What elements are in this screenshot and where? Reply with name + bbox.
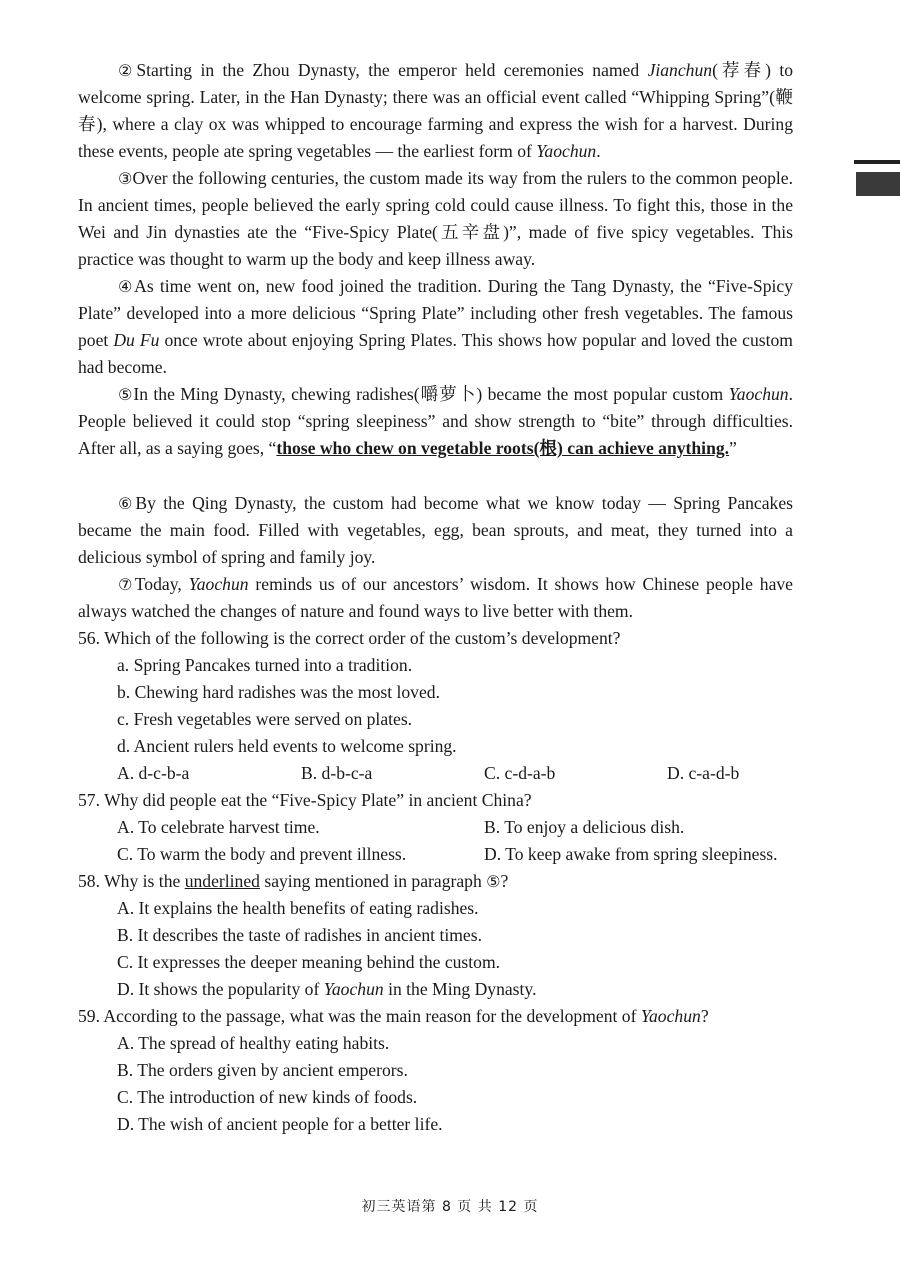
- underlined-saying: those who chew on vegetable roots(根) can achieve anything.: [276, 438, 730, 459]
- question-58-option-a[interactable]: A. It explains the health benefits of eating radishes.: [117, 898, 479, 918]
- question-56-item-c: c. Fresh vegetables were served on plates.: [117, 709, 413, 729]
- question-56-item-b: b. Chewing hard radishes was the most loved.: [117, 682, 440, 702]
- page-footer: 初三英语第 8 页 共 12 页: [361, 1199, 539, 1215]
- question-56-stem: 56. Which of the following is the correct order of the custom’s development?: [78, 628, 621, 648]
- question-58-option-d[interactable]: D. It shows the popularity of Yaochun in the Ming Dynasty.: [117, 979, 537, 999]
- question-56-option-b[interactable]: B. d-b-c-a: [301, 763, 373, 783]
- question-57-option-a[interactable]: A. To celebrate harvest time.: [117, 817, 320, 837]
- question-58-stem: 58. Why is the underlined saying mentioned in paragraph ⑤?: [78, 871, 509, 891]
- paragraph-number: ②: [118, 61, 137, 80]
- question-57-option-c[interactable]: C. To warm the body and prevent illness.: [117, 844, 407, 864]
- marker-block: [856, 172, 900, 196]
- paragraph-number: ③: [118, 169, 133, 188]
- question-59-option-a[interactable]: A. The spread of healthy eating habits.: [117, 1033, 390, 1053]
- paragraph-2: ②Starting in the Zhou Dynasty, the emperor held ceremonies named Jianchun(荐春) to welcome spring. Later, in the Han Dynasty; there was an official event called “Whipping Spring”(鞭春), where a clay ox was whipped to encourage farming and express the wish for a harvest. During these events, people ate spring vegetables — the earliest form of Yaochun.: [78, 60, 794, 162]
- paragraph-number: ⑦: [118, 575, 135, 594]
- question-59-stem: 59. According to the passage, what was the main reason for the development of Yaochun?: [78, 1006, 709, 1026]
- question-57-option-d[interactable]: D. To keep awake from spring sleepiness.: [484, 844, 778, 864]
- question-58-option-c[interactable]: C. It expresses the deeper meaning behind the custom.: [117, 952, 501, 972]
- question-59-option-c[interactable]: C. The introduction of new kinds of foods.: [117, 1087, 418, 1107]
- question-59-option-b[interactable]: B. The orders given by ancient emperors.: [117, 1060, 408, 1080]
- question-56-item-d: d. Ancient rulers held events to welcome spring.: [117, 736, 457, 756]
- paragraph-6: ⑥By the Qing Dynasty, the custom had become what we know today — Spring Pancakes became the main food. Filled with vegetables, egg, bean sprouts, and meat, they turned into a delicious symbol of spring and family joy.: [78, 493, 793, 568]
- question-57-option-b[interactable]: B. To enjoy a delicious dish.: [484, 817, 685, 837]
- question-56-option-a[interactable]: A. d-c-b-a: [117, 763, 190, 783]
- page-edge-marker: [854, 160, 900, 196]
- question-56-option-d[interactable]: D. c-a-d-b: [667, 763, 740, 783]
- paragraph-number: ⑥: [118, 494, 136, 513]
- paragraph-number: ⑤: [118, 385, 134, 404]
- question-58-option-b[interactable]: B. It describes the taste of radishes in ancient times.: [117, 925, 482, 945]
- paragraph-3: ③Over the following centuries, the custom made its way from the rulers to the common people. In ancient times, people believed the early spring cold could cause illness. To fight this, those in the Wei and Jin dynasties ate the “Five-Spicy Plate(五辛盘)”, made of five spicy vegetables. This practice was thought to warm up the body and keep illness away.: [78, 168, 794, 270]
- question-57-stem: 57. Why did people eat the “Five-Spicy Plate” in ancient China?: [78, 790, 532, 810]
- marker-line: [854, 160, 900, 164]
- question-59-option-d[interactable]: D. The wish of ancient people for a better life.: [117, 1114, 443, 1134]
- paragraph-5: ⑤In the Ming Dynasty, chewing radishes(嚼萝卜) became the most popular custom Yaochun. People believed it could stop “spring sleepiness” and show strength to “bite” through difficulties. After all, as a saying goes, “those who chew on vegetable roots(根) can achieve anything.”: [78, 384, 793, 459]
- paragraph-number: ④: [118, 277, 135, 296]
- question-56-item-a: a. Spring Pancakes turned into a tradition.: [117, 655, 413, 675]
- paragraph-7: ⑦Today, Yaochun reminds us of our ancestors’ wisdom. It shows how Chinese people have always watched the changes of nature and found ways to live better with them.: [78, 574, 793, 622]
- paragraph-4: ④As time went on, new food joined the tradition. During the Tang Dynasty, the “Five-Spicy Plate” developed into a more delicious “Spring Plate” including other fresh vegetables. The famous poet Du Fu once wrote about enjoying Spring Plates. This shows how popular and loved the custom had become.: [78, 276, 794, 378]
- question-56-option-c[interactable]: C. c-d-a-b: [484, 763, 556, 783]
